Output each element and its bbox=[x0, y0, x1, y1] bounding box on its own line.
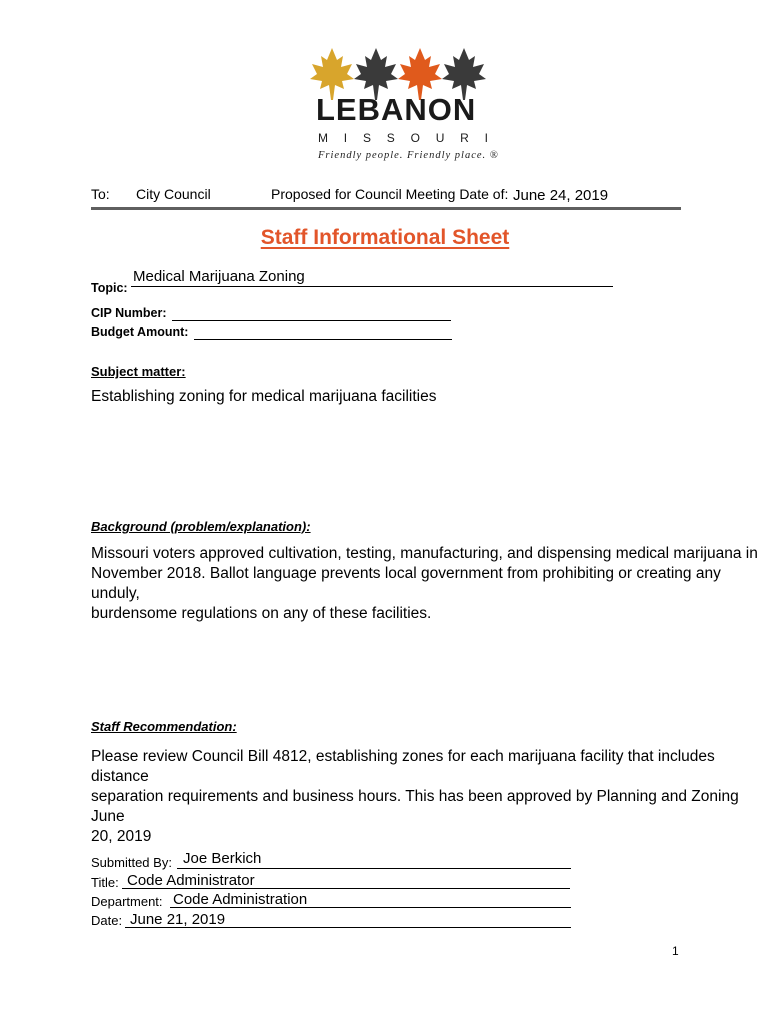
meeting-date-value: June 24, 2019 bbox=[513, 187, 609, 204]
logo-state-letters bbox=[318, 131, 488, 145]
department-value: Code Administration bbox=[173, 891, 308, 908]
page-number: 1 bbox=[672, 944, 679, 958]
background-label: Background (problem/explanation): bbox=[91, 519, 311, 534]
topic-value: Medical Marijuana Zoning bbox=[133, 268, 305, 285]
budget-amount-underline bbox=[194, 339, 452, 340]
to-value: City Council bbox=[136, 186, 211, 202]
background-text: Missouri voters approved cultivation, testing, manufacturing, and dispensing medical marijuana in November 2018. Ballot language prevents local government from prohibiting or creating any unduly, burdensome regulations on any of these facilities. bbox=[91, 545, 758, 622]
page-title: Staff Informational Sheet bbox=[260, 226, 510, 249]
logo-state-letter: R bbox=[460, 131, 469, 145]
subject-text: Establishing zoning for medical marijuana facilities bbox=[91, 388, 437, 405]
title-value: Code Administrator bbox=[127, 872, 255, 889]
topic-label: Topic: bbox=[91, 281, 128, 295]
logo-state-letter: I bbox=[343, 131, 348, 145]
logo-state-letter: S bbox=[362, 131, 371, 145]
submitted-by-underline bbox=[177, 868, 571, 869]
logo-state-letter: O bbox=[410, 131, 420, 145]
date-underline bbox=[125, 927, 571, 928]
to-label: To: bbox=[91, 186, 110, 202]
logo-state-letter: I bbox=[484, 131, 488, 145]
date-value: June 21, 2019 bbox=[130, 911, 226, 928]
lebanon-logo bbox=[296, 40, 506, 161]
submitted-by-value: Joe Berkich bbox=[183, 850, 262, 867]
title-underline bbox=[122, 888, 570, 889]
title-label: Title: bbox=[91, 875, 119, 890]
logo-wordmark: LEBANON bbox=[316, 92, 477, 127]
department-label: Department: bbox=[91, 894, 163, 909]
date-label: Date: bbox=[91, 913, 123, 928]
cip-number-underline bbox=[172, 320, 451, 321]
meeting-date-label: Proposed for Council Meeting Date of: bbox=[271, 186, 509, 202]
logo-state-letter: U bbox=[435, 131, 445, 145]
logo-state-letter: M bbox=[318, 131, 328, 145]
recommendation-label: Staff Recommendation: bbox=[91, 719, 237, 734]
budget-amount-label: Budget Amount: bbox=[91, 325, 189, 339]
topic-underline bbox=[131, 286, 613, 287]
submitted-by-label: Submitted By: bbox=[91, 855, 172, 870]
subject-label: Subject matter: bbox=[91, 364, 186, 379]
logo-tagline: Friendly people. Friendly place. ® bbox=[318, 150, 499, 161]
department-underline bbox=[170, 907, 571, 908]
cip-number-label: CIP Number: bbox=[91, 306, 167, 320]
recommendation-text: Please review Council Bill 4812, establishing zones for each marijuana facility that includes distance separation requirements and business hours. This has been approved by Planning and Zoning June 20, 2019 bbox=[91, 748, 739, 845]
header-divider bbox=[91, 207, 681, 210]
logo-state-letter: S bbox=[386, 131, 395, 145]
